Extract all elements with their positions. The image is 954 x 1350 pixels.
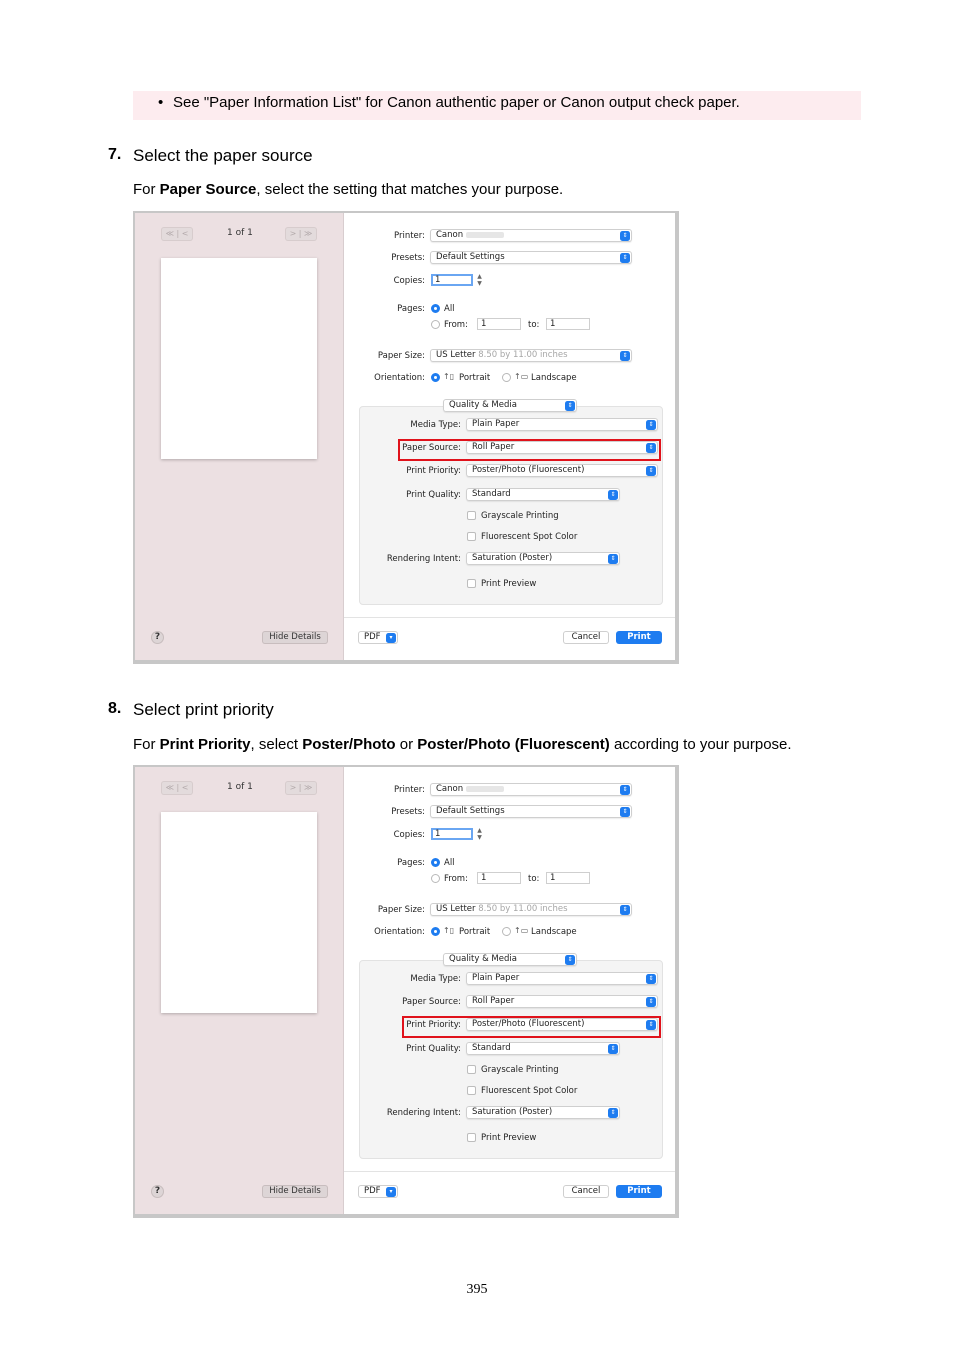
paper-source-value: Roll Paper (472, 442, 515, 452)
orientation-label: Orientation: (374, 373, 425, 383)
desc-bold-paper-source: Paper Source (159, 181, 257, 198)
pages-from-radio[interactable] (431, 320, 440, 329)
settings-pane (344, 213, 675, 660)
popup-arrow-icon: ⇕ (646, 420, 656, 430)
highlight-print-priority (402, 1016, 661, 1038)
rendering-intent-value: Saturation (Poster) (472, 553, 553, 563)
step-7-title: Select the paper source (133, 146, 313, 165)
print-preview-checkbox[interactable] (467, 1133, 476, 1142)
print-quality-popup[interactable] (466, 1042, 620, 1055)
print-preview-label: Print Preview (481, 579, 537, 589)
pages-label: Pages: (397, 304, 425, 314)
pages-all-label: All (444, 304, 455, 314)
paper-size-label: Paper Size: (377, 905, 425, 915)
printer-popup[interactable] (430, 229, 632, 242)
bottom-divider (344, 1171, 675, 1172)
pages-to-label: to: (528, 320, 540, 330)
note-text: See "Paper Information List" for Canon authentic paper or Canon output check paper. (173, 94, 740, 111)
redacted-model (466, 232, 504, 238)
pdf-label: PDF (364, 1186, 381, 1196)
popup-arrow-icon: ⇕ (646, 466, 656, 476)
landscape-radio[interactable] (502, 927, 511, 936)
printer-popup[interactable] (430, 783, 632, 796)
pdf-menu-button[interactable] (358, 631, 398, 644)
pages-to-field[interactable]: 1 (546, 318, 590, 330)
portrait-radio[interactable] (431, 373, 440, 382)
printer-value: Canon (436, 230, 464, 240)
popup-arrow-icon: ⇕ (565, 955, 575, 965)
print-quality-label: Print Quality: (406, 490, 461, 500)
landscape-label: Landscape (531, 927, 577, 937)
media-type-label: Media Type: (410, 420, 461, 430)
section-popup[interactable] (443, 399, 577, 412)
help-button[interactable]: ? (151, 1185, 164, 1198)
print-button[interactable]: Print (616, 1185, 662, 1198)
printer-value: Canon (436, 784, 464, 794)
landscape-radio[interactable] (502, 373, 511, 382)
grayscale-label: Grayscale Printing (481, 1065, 559, 1075)
print-priority-label: Print Priority: (406, 1020, 461, 1030)
paper-size-detail: 8.50 by 11.00 inches (478, 904, 568, 914)
pages-from-label: From: (444, 320, 468, 330)
hide-details-button[interactable]: Hide Details (262, 1185, 328, 1198)
pages-to-field[interactable]: 1 (546, 872, 590, 884)
chevron-down-icon: ▾ (386, 1187, 396, 1197)
printer-label: Printer: (394, 231, 425, 241)
step-8-title: Select print priority (133, 700, 274, 719)
print-priority-value: Poster/Photo (Fluorescent) (472, 465, 585, 475)
quality-media-panel (359, 406, 663, 605)
print-priority-popup[interactable] (466, 464, 658, 477)
pages-from-label: From: (444, 874, 468, 884)
presets-popup[interactable] (430, 251, 632, 264)
pdf-label: PDF (364, 632, 381, 642)
popup-arrow-icon: ⇕ (620, 351, 630, 361)
print-quality-value: Standard (472, 1043, 511, 1053)
paper-size-value: US Letter (436, 350, 476, 360)
page-count: 1 of 1 (227, 228, 253, 238)
fluorescent-label: Fluorescent Spot Color (481, 1086, 578, 1096)
chevron-down-icon: ▾ (386, 633, 396, 643)
settings-pane (344, 767, 675, 1214)
media-type-popup[interactable] (466, 418, 658, 431)
pages-from-radio[interactable] (431, 874, 440, 883)
fluorescent-label: Fluorescent Spot Color (481, 532, 578, 542)
portrait-radio[interactable] (431, 927, 440, 936)
portrait-label: Portrait (459, 373, 491, 383)
popup-arrow-icon: ⇕ (608, 1044, 618, 1054)
bottom-divider (344, 617, 675, 618)
popup-arrow-icon: ⇕ (620, 807, 630, 817)
desc-text: according to your purpose. (609, 736, 792, 753)
popup-arrow-icon: ⇕ (620, 231, 630, 241)
section-popup-value: Quality & Media (449, 954, 517, 964)
media-type-value: Plain Paper (472, 973, 520, 983)
copies-stepper[interactable]: ▲ ▼ (477, 827, 482, 841)
fluorescent-checkbox[interactable] (467, 1086, 476, 1095)
first-prev-page-button[interactable]: ≪ | < (161, 781, 193, 795)
print-priority-label: Print Priority: (406, 466, 461, 476)
section-popup[interactable] (443, 953, 577, 966)
highlight-paper-source (398, 439, 661, 461)
paper-size-label: Paper Size: (377, 351, 425, 361)
first-prev-page-button[interactable]: ≪ | < (161, 227, 193, 241)
orientation-label: Orientation: (374, 927, 425, 937)
desc-text: or (395, 736, 418, 753)
paper-size-value: US Letter (436, 904, 476, 914)
print-quality-popup[interactable] (466, 488, 620, 501)
dialog-screenshot-paper-source (133, 211, 679, 664)
landscape-label: Landscape (531, 373, 577, 383)
presets-label: Presets: (391, 807, 425, 817)
preview-pane (135, 767, 344, 1214)
page-number: 395 (466, 1282, 488, 1297)
desc-text: For (133, 181, 160, 198)
paper-preview (161, 258, 317, 459)
step-8-number: 8. (108, 700, 122, 717)
presets-value: Default Settings (436, 806, 505, 816)
copies-stepper[interactable]: ▲ ▼ (477, 273, 482, 287)
print-quality-label: Print Quality: (406, 1044, 461, 1054)
pages-all-label: All (444, 858, 455, 868)
copies-label: Copies: (393, 830, 425, 840)
pages-all-radio[interactable] (431, 304, 440, 313)
print-button[interactable]: Print (616, 631, 662, 644)
popup-arrow-icon: ⇕ (620, 905, 630, 915)
popup-arrow-icon: ⇕ (646, 1020, 656, 1030)
next-last-page-button[interactable]: > | ≫ (285, 781, 317, 795)
cancel-button[interactable]: Cancel (563, 1185, 609, 1198)
rendering-intent-popup[interactable] (466, 552, 620, 565)
portrait-icon: ↑▯ (443, 372, 455, 381)
rendering-intent-value: Saturation (Poster) (472, 1107, 553, 1117)
presets-label: Presets: (391, 253, 425, 263)
pages-all-radio[interactable] (431, 858, 440, 867)
rendering-intent-label: Rendering Intent: (386, 554, 461, 564)
paper-preview (161, 812, 317, 1013)
printer-label: Printer: (394, 785, 425, 795)
preview-pane (135, 213, 344, 660)
pages-label: Pages: (397, 858, 425, 868)
media-type-label: Media Type: (410, 974, 461, 984)
paper-size-detail: 8.50 by 11.00 inches (478, 350, 568, 360)
paper-source-popup[interactable] (466, 995, 658, 1008)
landscape-icon: ↑▭ (514, 926, 529, 935)
dialog-screenshot-print-priority (133, 765, 679, 1218)
desc-bold-poster-photo: Poster/Photo (302, 736, 396, 753)
paper-source-label: Paper Source: (402, 997, 461, 1007)
note-bullet: • (158, 94, 164, 111)
desc-text: , select (250, 736, 303, 753)
grayscale-checkbox[interactable] (467, 1065, 476, 1074)
fluorescent-checkbox[interactable] (467, 532, 476, 541)
step-7-number: 7. (108, 146, 122, 163)
print-dialog-window (135, 767, 675, 1214)
popup-arrow-icon: ⇕ (565, 401, 575, 411)
redacted-model (466, 786, 504, 792)
print-dialog-window (135, 213, 675, 660)
portrait-label: Portrait (459, 927, 491, 937)
media-type-popup[interactable] (466, 972, 658, 985)
step-7-description (133, 181, 563, 198)
section-popup-value: Quality & Media (449, 400, 517, 410)
copies-label: Copies: (393, 276, 425, 286)
pages-from-field[interactable]: 1 (477, 872, 521, 884)
presets-value: Default Settings (436, 252, 505, 262)
portrait-icon: ↑▯ (443, 926, 455, 935)
rendering-intent-popup[interactable] (466, 1106, 620, 1119)
paper-size-popup[interactable] (430, 349, 632, 362)
media-type-value: Plain Paper (472, 419, 520, 429)
hide-details-button[interactable]: Hide Details (262, 631, 328, 644)
popup-arrow-icon: ⇕ (646, 443, 656, 453)
desc-bold-poster-photo-fluorescent: Poster/Photo (Fluorescent) (417, 736, 610, 753)
presets-popup[interactable] (430, 805, 632, 818)
step-8-description (133, 736, 792, 753)
pages-from-field[interactable]: 1 (477, 318, 521, 330)
popup-arrow-icon: ⇕ (608, 490, 618, 500)
print-preview-checkbox[interactable] (467, 579, 476, 588)
paper-size-popup[interactable] (430, 903, 632, 916)
paper-source-label: Paper Source: (402, 443, 461, 453)
popup-arrow-icon: ⇕ (620, 785, 630, 795)
next-last-page-button[interactable]: > | ≫ (285, 227, 317, 241)
help-button[interactable]: ? (151, 631, 164, 644)
print-priority-value: Poster/Photo (Fluorescent) (472, 1019, 585, 1029)
print-quality-value: Standard (472, 489, 511, 499)
landscape-icon: ↑▭ (514, 372, 529, 381)
page-count: 1 of 1 (227, 782, 253, 792)
note-box (133, 91, 861, 120)
popup-arrow-icon: ⇕ (620, 253, 630, 263)
copies-field[interactable]: 1 (431, 828, 473, 840)
pages-to-label: to: (528, 874, 540, 884)
paper-source-value: Roll Paper (472, 996, 515, 1006)
desc-bold-print-priority: Print Priority (159, 736, 251, 753)
desc-text: , select the setting that matches your purpose. (256, 181, 564, 198)
popup-arrow-icon: ⇕ (608, 554, 618, 564)
popup-arrow-icon: ⇕ (646, 974, 656, 984)
popup-arrow-icon: ⇕ (608, 1108, 618, 1118)
desc-text: For (133, 736, 160, 753)
quality-media-panel (359, 960, 663, 1159)
grayscale-label: Grayscale Printing (481, 511, 559, 521)
cancel-button[interactable]: Cancel (563, 631, 609, 644)
grayscale-checkbox[interactable] (467, 511, 476, 520)
rendering-intent-label: Rendering Intent: (386, 1108, 461, 1118)
pdf-menu-button[interactable] (358, 1185, 398, 1198)
print-preview-label: Print Preview (481, 1133, 537, 1143)
copies-field[interactable]: 1 (431, 274, 473, 286)
popup-arrow-icon: ⇕ (646, 997, 656, 1007)
